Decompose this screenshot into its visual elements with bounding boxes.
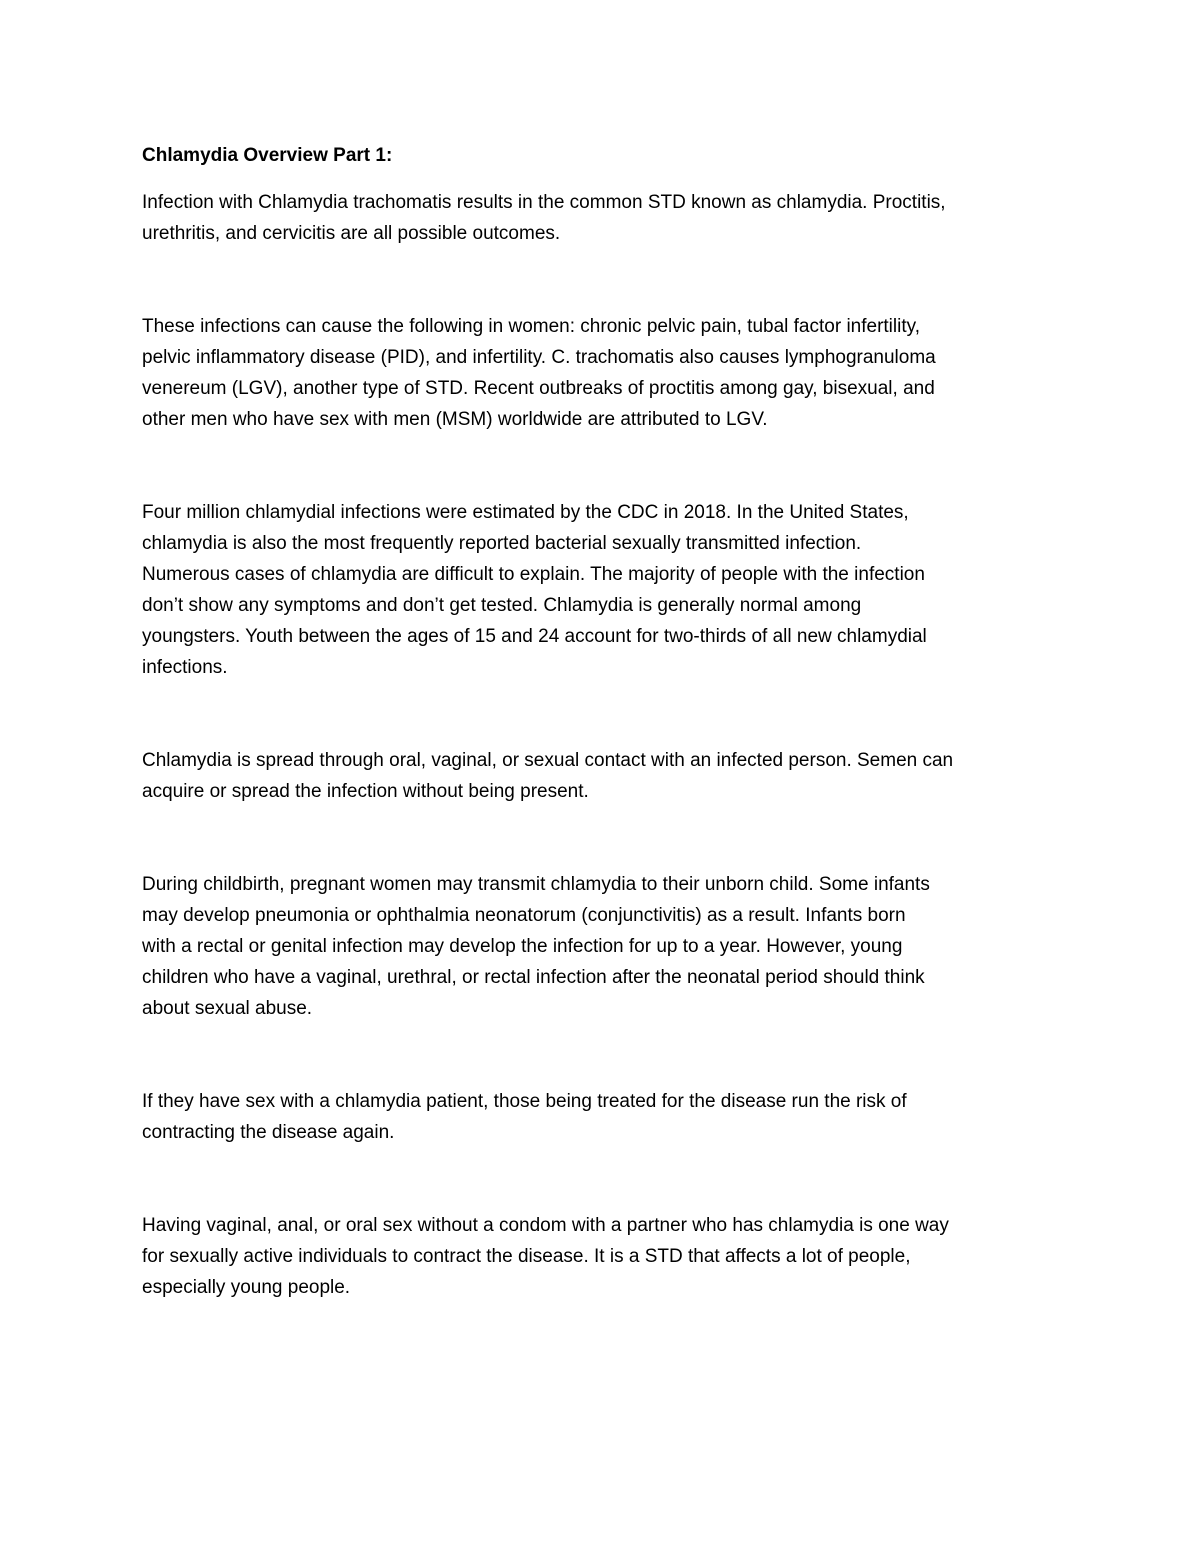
text-line: contracting the disease again.: [142, 1122, 395, 1143]
text-line: urethritis, and cervicitis are all possible outcomes.: [142, 223, 561, 244]
text-line: about sexual abuse.: [142, 998, 313, 1019]
text-line: for sexually active individuals to contract the disease. It is a STD that affects a lot of people,: [142, 1246, 911, 1267]
document-title: Chlamydia Overview Part 1:: [142, 145, 393, 166]
text-line: other men who have sex with men (MSM) worldwide are attributed to LGV.: [142, 409, 768, 430]
text-line: especially young people.: [142, 1277, 351, 1298]
text-line: may develop pneumonia or ophthalmia neonatorum (conjunctivitis) as a result. Infants born: [142, 905, 906, 926]
paragraph-childbirth: [142, 869, 1062, 1024]
paragraph-women-effects: [142, 311, 1062, 435]
text-line: don’t show any symptoms and don’t get tested. Chlamydia is generally normal among: [142, 595, 862, 616]
paragraph-transmission: [142, 745, 1062, 807]
text-line: These infections can cause the following in women: chronic pelvic pain, tubal factor infertility,: [142, 316, 920, 337]
text-line: During childbirth, pregnant women may transmit chlamydia to their unborn child. Some infants: [142, 874, 930, 895]
text-line: If they have sex with a chlamydia patient, those being treated for the disease run the risk of: [142, 1091, 907, 1112]
text-line: infections.: [142, 657, 228, 678]
text-line: chlamydia is also the most frequently reported bacterial sexually transmitted infection.: [142, 533, 862, 554]
text-line: children who have a vaginal, urethral, or rectal infection after the neonatal period should think: [142, 967, 925, 988]
paragraph-intro: [142, 187, 1062, 249]
text-line: Infection with Chlamydia trachomatis results in the common STD known as chlamydia. Proctitis,: [142, 192, 946, 213]
text-line: venereum (LGV), another type of STD. Recent outbreaks of proctitis among gay, bisexual, and: [142, 378, 935, 399]
text-line: pelvic inflammatory disease (PID), and infertility. C. trachomatis also causes lymphogranuloma: [142, 347, 936, 368]
paragraph-reinfection: [142, 1086, 1062, 1148]
text-line: youngsters. Youth between the ages of 15 and 24 account for two-thirds of all new chlamydial: [142, 626, 927, 647]
paragraph-risk: [142, 1210, 1062, 1303]
text-line: with a rectal or genital infection may develop the infection for up to a year. However, young: [142, 936, 903, 957]
text-line: acquire or spread the infection without being present.: [142, 781, 589, 802]
paragraph-statistics: [142, 497, 1062, 683]
document-body: [142, 140, 1062, 1303]
text-line: Having vaginal, anal, or oral sex without a condom with a partner who has chlamydia is one way: [142, 1215, 949, 1236]
text-line: Chlamydia is spread through oral, vaginal, or sexual contact with an infected person. Semen can: [142, 750, 954, 771]
text-line: Four million chlamydial infections were estimated by the CDC in 2018. In the United States,: [142, 502, 909, 523]
text-line: Numerous cases of chlamydia are difficult to explain. The majority of people with the infection: [142, 564, 925, 585]
